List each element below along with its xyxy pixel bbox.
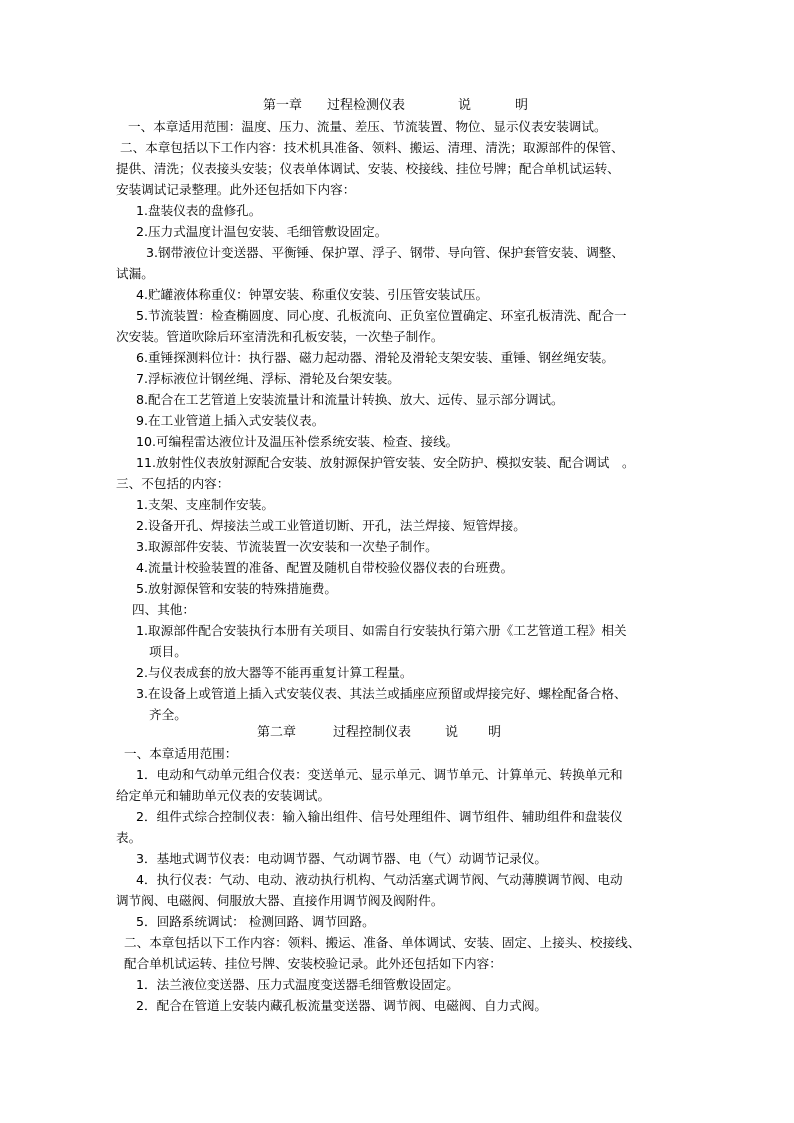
chapter-1-title [0,96,794,117]
ch1-line-11: 次安装。管道吹除后环室清洗和孔板安装，一次垫子制作。 [116,329,444,344]
ch2-line-2: 1．电动和气动单元组合仪表：变送单元、显示单元、调节单元、计算单元、转换单元和 [136,767,623,782]
ch1-line-27: 2.与仪表成套的放大器等不能再重复计算工程量。 [136,665,413,680]
ch1-line-6: 2.压力式温度计温包安装、毛细管敷设固定。 [136,224,388,239]
ch1-line-3: 提供、清洗；仪表接头安装；仪表单体调试、安装、校接线、挂位号牌；配合单机试运转、 [116,161,620,176]
ch2-line-1: 一、本章适用范围： [124,746,238,761]
ch1-line-1: 一、本章适用范围：温度、压力、流量、差压、节流装置、物位、显示仪表安装调试。 [128,119,607,134]
ch1-line-13: 7.浮标液位计钢丝绳、浮标、滑轮及台架安装。 [136,371,400,386]
ch1-line-21: 3.取源部件安装、节流装置一次安装和一次垫子制作。 [136,539,438,554]
ch1-line-17: 11.放射性仪表放射源配合安装、放射源保护管安装、安全防护、模拟安装、配合调试 。 [136,455,635,470]
ch1-line-8: 试漏。 [116,266,154,281]
ch2-line-6: 3．基地式调节仪表：电动调节器、气动调节器、电（气）动调节记录仪。 [136,851,548,866]
ch1-line-12: 6.重锤探测料位计：执行器、磁力起动器、滑轮及滑轮支架安装、重锤、钢丝绳安装。 [136,350,614,365]
chapter-1-shuo: 说 [458,98,472,113]
ch1-line-9: 4.贮罐液体称重仪：钟罩安装、称重仪安装、引压管安装试压。 [136,287,489,302]
ch2-line-4: 2．组件式综合控制仪表：输入输出组件、信号处理组件、调节组件、辅助组件和盘装仪 [136,809,623,824]
chapter-1-ming: 明 [515,98,529,113]
ch1-line-15: 9.在工业管道上插入式安装仪表。 [136,413,325,428]
ch1-line-4: 安装调试记录整理。此外还包括如下内容： [116,182,356,197]
ch2-line-10: 二、本章包括以下工作内容：领料、搬运、准备、单体调试、安装、固定、上接头、校接线、 [124,935,641,950]
ch2-line-5: 表。 [116,830,142,845]
ch2-line-12: 1．法兰液位变送器、压力式温度变送器毛细管敷设固定。 [136,977,459,992]
ch1-line-10: 5.节流装置：检查椭圆度、同心度、孔板流向、正负室位置确定、环室孔板清洗、配合一 [136,308,627,323]
ch1-line-23: 5.放射源保管和安装的特殊措施费。 [136,581,337,596]
ch1-line-19: 1.支架、支座制作安装。 [136,497,274,512]
ch2-line-7: 4．执行仪表：气动、电动、液动执行机构、气动活塞式调节阀、气动薄膜调节阀、电动 [136,872,623,887]
chapter-1-number: 第一章 [263,98,303,113]
ch2-line-9: 5．回路系统调试： 检测回路、调节回路。 [136,914,375,929]
ch1-line-29: 齐全。 [149,707,187,722]
ch1-line-2: 二、本章包括以下工作内容：技术机具准备、领料、搬运、清理、清洗；取源部件的保管、 [120,140,624,155]
ch1-line-5: 1.盘装仪表的盘修孔。 [136,203,262,218]
ch2-line-8: 调节阀、电磁阀、伺服放大器、直接作用调节阀及阀附件。 [116,893,444,908]
ch2-line-11: 配合单机试运转、挂位号牌、安装校验记录。此外还包括如下内容： [124,956,502,971]
ch1-line-14: 8.配合在工艺管道上安装流量计和流量计转换、放大、远传、显示部分调试。 [136,392,564,407]
chapter-1-name: 过程检测仪表 [327,98,406,113]
chapter-2-name: 过程控制仪表 [333,725,412,740]
ch1-line-24: 四、其他： [132,602,195,617]
ch2-line-13: 2．配合在管道上安装内藏孔板流量变送器、调节阀、电磁阀、自力式阀。 [136,998,548,1013]
ch1-line-16: 10.可编程雷达液位计及温压补偿系统安装、检查、接线。 [136,434,459,449]
ch1-line-22: 4.流量计校验装置的准备、配置及随机自带校验仪器仪表的台班费。 [136,560,514,575]
chapter-2-number: 第二章 [257,725,297,740]
chapter-2-shuo: 说 [445,725,459,740]
ch1-line-25: 1.取源部件配合安装执行本册有关项目、如需自行安装执行第六册《工艺管道工程》相关 [136,623,627,638]
ch1-line-18: 三、不包括的内容： [116,476,230,491]
ch2-line-3: 给定单元和辅助单元仪表的安装调试。 [116,788,331,803]
ch1-line-26: 项目。 [149,644,187,659]
ch1-line-7: 3.钢带液位计变送器、平衡锤、保护罩、浮子、钢带、导向管、保护套管安装、调整、 [146,245,624,260]
chapter-2-ming: 明 [488,725,502,740]
chapter-2-title [0,723,794,744]
ch1-line-20: 2.设备开孔、焊接法兰或工业管道切断、开孔，法兰焊接、短管焊接。 [136,518,526,533]
ch1-line-28: 3.在设备上或管道上插入式安装仪表、其法兰或插座应预留或焊接完好、螺栓配备合格、 [136,686,627,701]
